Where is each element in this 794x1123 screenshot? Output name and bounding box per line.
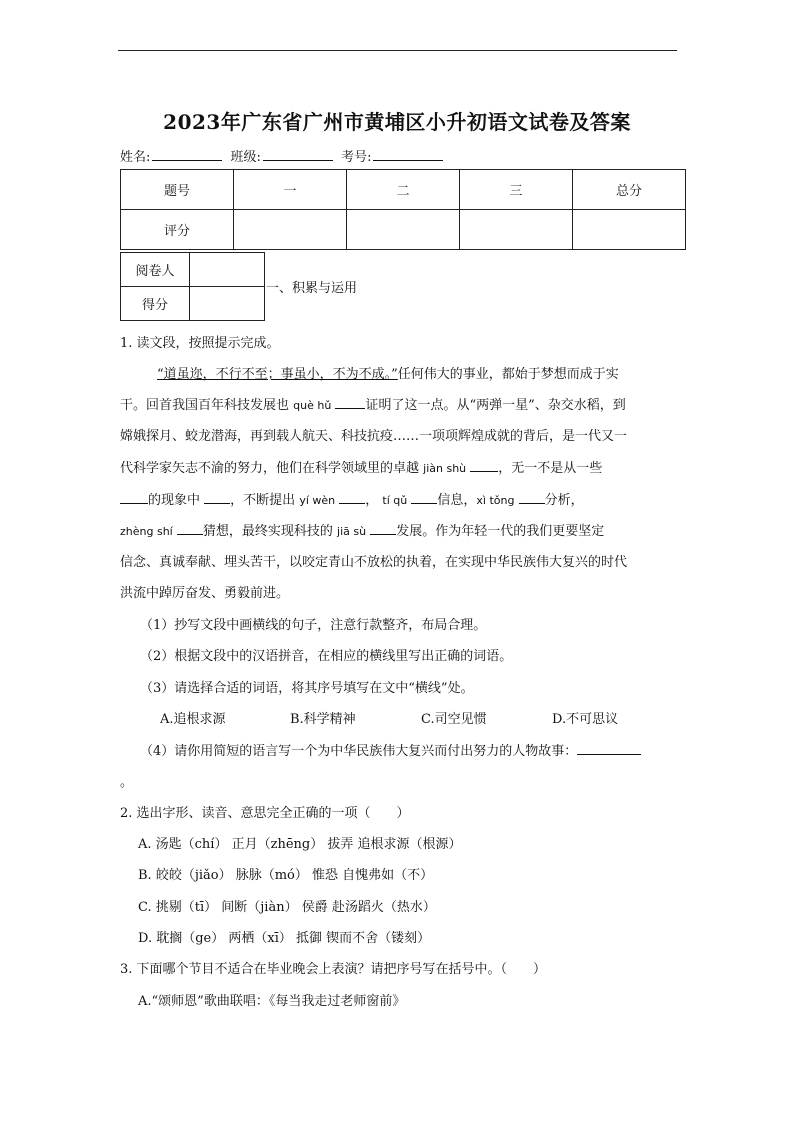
pinyin-cue: xì tǒng — [476, 494, 515, 507]
score-row-label: 评分 — [121, 210, 234, 250]
q1-paragraph-line — [120, 394, 626, 413]
q1-option: D.不可思议 — [552, 712, 619, 727]
answer-blank[interactable] — [120, 492, 148, 504]
q1-text: ， — [365, 493, 379, 508]
q1-text: ，无一不是从一些 — [498, 461, 603, 476]
score-header-cell: 总分 — [573, 170, 686, 210]
grader-box — [120, 252, 265, 321]
pinyin-cue: què hǔ — [293, 399, 332, 412]
q2-option-b: B. 皎皎（jiǎo） 脉脉（mó） 惟恐 自愧弗如（不） — [138, 868, 434, 883]
q2-option-a: A. 汤匙（chí） 正月（zhēng） 拔弄 追根求源（根源） — [138, 837, 462, 852]
answer-blank[interactable] — [370, 523, 396, 535]
score-header-cell: 一 — [234, 170, 347, 210]
answer-blank[interactable] — [335, 397, 365, 409]
grader-label: 阅卷人 — [121, 253, 190, 287]
pinyin-cue: zhèng shí — [120, 525, 173, 538]
q1-option: A.追根求源 — [160, 712, 226, 727]
exam-no-field[interactable] — [373, 148, 443, 161]
q2-option-c: C. 挑剔（tī） 间断（jiàn） 侯爵 赴汤蹈火（热水） — [138, 900, 436, 915]
score-cell[interactable] — [460, 210, 573, 250]
q1-text: 的现象中 — [148, 493, 201, 508]
student-info-fields — [120, 146, 447, 165]
q2-option-d: D. 耽搁（ge） 两栖（xī） 抵御 锲而不舍（镂刻） — [138, 931, 431, 946]
q1-paragraph-line — [120, 489, 584, 508]
score-header-cell: 三 — [460, 170, 573, 210]
q1-text: 分析， — [544, 493, 584, 508]
q1-text: 干。回首我国百年科技发展也 — [120, 398, 290, 413]
q1-text: 证明了这一点。从“两弹一星”、杂交水稻，到 — [365, 398, 626, 413]
answer-blank[interactable] — [204, 492, 230, 504]
q1-subquestion: （1）抄写文段中画横线的句子，注意行款整齐，布局合理。 — [140, 618, 487, 633]
pinyin-cue: jiā sù — [337, 525, 367, 538]
score-cell[interactable] — [347, 210, 460, 250]
q1-paragraph-line — [120, 520, 604, 539]
q1-text: 猜想，最终实现科技的 — [202, 524, 333, 539]
score-table-row — [121, 210, 686, 250]
q1-paragraph-line — [157, 363, 619, 382]
score-header-cell: 二 — [347, 170, 460, 210]
class-label: 班级: — [230, 150, 261, 165]
page-title: 2023年广东省广州市黄埔区小升初语文试卷及答案 — [163, 110, 631, 134]
q1-end-mark: 。 — [120, 775, 134, 790]
q1-paragraph-line: 洪流中踔厉奋发、勇毅前进。 — [120, 586, 290, 601]
q1-text: （4）请你用简短的语言写一个为中华民族伟大复兴而付出努力的人物故事： — [140, 744, 578, 759]
q2-title: 2. 选出字形、读音、意思完全正确的一项（ ） — [120, 806, 410, 821]
q1-paragraph-line: 嫦娥探月、蛟龙潜海，再到载人航天、科技抗疫……一项项辉煌成就的背后，是一代又一 — [120, 429, 628, 444]
name-label: 姓名: — [120, 150, 151, 165]
class-field[interactable] — [263, 148, 333, 161]
answer-blank[interactable] — [577, 743, 641, 755]
grader-score-cell[interactable] — [190, 287, 265, 321]
q1-underlined-quote: “道虽迩，不行不至；事虽小，不为不成。” — [157, 367, 398, 382]
section-title: 一、积累与运用 — [266, 281, 358, 296]
q3-title: 3. 下面哪个节目不适合在毕业晚会上表演？请把序号写在括号中。（ ） — [120, 962, 547, 977]
name-field[interactable] — [152, 148, 222, 161]
answer-blank[interactable] — [339, 492, 365, 504]
q1-text: ，不断提出 — [230, 493, 296, 508]
q1-title: 1. 读文段，按照提示完成。 — [120, 336, 280, 351]
q1-paragraph-line — [120, 457, 602, 476]
grader-cell[interactable] — [190, 253, 265, 287]
q1-subquestion: （3）请选择合适的词语，将其序号填写在文中“横线”处。 — [140, 681, 474, 696]
score-table — [120, 169, 686, 250]
exam-no-label: 考号: — [341, 150, 372, 165]
header-rule — [118, 50, 677, 51]
q3-option-a: A.“颂师恩”歌曲联唱：《每当我走过老师窗前》 — [138, 994, 406, 1009]
score-table-header-row — [121, 170, 686, 210]
q1-text: 任何伟大的事业，都始于梦想而成于实 — [397, 367, 619, 382]
score-cell[interactable] — [234, 210, 347, 250]
pinyin-cue: tí qǔ — [382, 494, 408, 507]
grader-score-label: 得分 — [121, 287, 190, 321]
q1-text: 代科学家矢志不渝的努力，他们在科学领域里的卓越 — [120, 461, 420, 476]
q1-subquestion — [140, 740, 641, 759]
q1-option: C.司空见惯 — [421, 712, 487, 727]
pinyin-cue: jiàn shù — [423, 462, 467, 475]
score-cell[interactable] — [573, 210, 686, 250]
answer-blank[interactable] — [177, 523, 203, 535]
q1-text: 信息， — [437, 493, 477, 508]
pinyin-cue: yí wèn — [299, 494, 336, 507]
q1-option: B.科学精神 — [290, 712, 356, 727]
score-header-cell: 题号 — [121, 170, 234, 210]
q1-subquestion: （2）根据文段中的汉语拼音，在相应的横线里写出正确的词语。 — [140, 649, 513, 664]
q1-paragraph-line: 信念、真诚奉献、埋头苦干，以咬定青山不放松的执着，在实现中华民族伟大复兴的时代 — [120, 555, 628, 570]
q1-text: 发展。作为年轻一代的我们更要坚定 — [396, 524, 605, 539]
answer-blank[interactable] — [411, 492, 437, 504]
answer-blank[interactable] — [470, 460, 498, 472]
answer-blank[interactable] — [519, 492, 545, 504]
